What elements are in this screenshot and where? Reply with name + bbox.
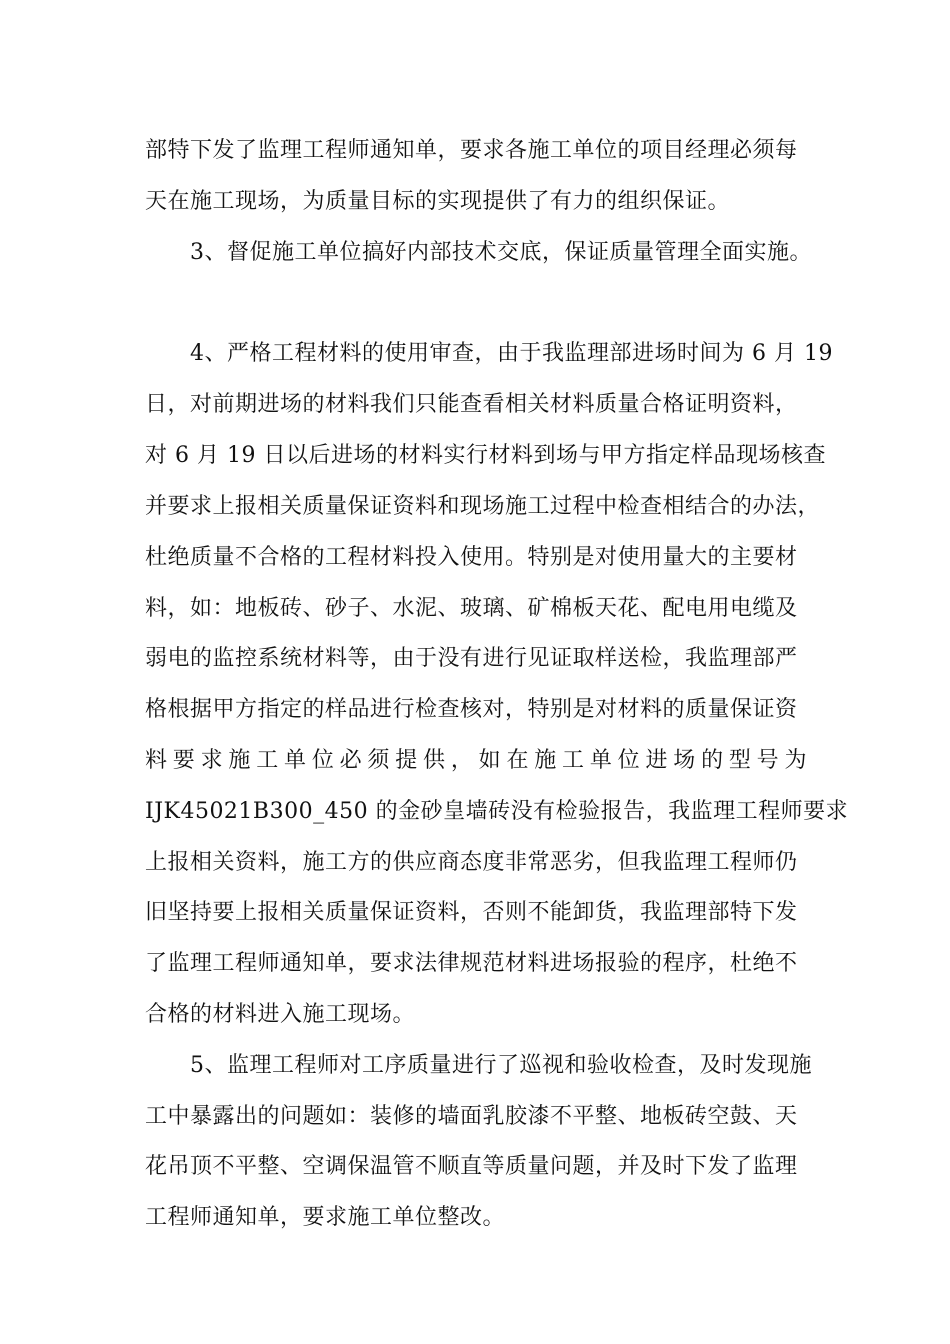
text-line: 旧坚持要上报相关质量保证资料，否则不能卸货，我监理部特下发 [145,900,798,925]
text-line: 了监理工程师通知单，要求法律规范材料进场报验的程序，杜绝不 [145,951,798,976]
text-line: 工程师通知单，要求施工单位整改。 [145,1205,506,1230]
text-line: 合格的材料进入施工现场。 [145,1002,416,1027]
text-line: 上报相关资料，施工方的供应商态度非常恶劣，但我监理工程师仍 [145,850,798,875]
text-line: 5、监理工程师对工序质量进行了巡视和验收检查，及时发现施 [190,1053,812,1078]
text-line: 杜绝质量不合格的工程材料投入使用。特别是对使用量大的主要材 [145,545,798,570]
text-line: 部特下发了监理工程师通知单，要求各施工单位的项目经理必须每 [145,138,798,163]
text-line: 料要求施工单位必须提供，如在施工单位进场的型号为 [145,748,807,773]
text-line: 花吊顶不平整、空调保温管不顺直等质量问题，并及时下发了监理 [145,1154,798,1179]
text-line: 弱电的监控系统材料等，由于没有进行见证取样送检，我监理部严 [145,646,798,671]
text-line: 并要求上报相关质量保证资料和现场施工过程中检查相结合的办法， [145,494,821,519]
text-line: IJK45021B300_450 的金砂皇墙砖没有检验报告，我监理工程师要求 [145,799,849,824]
text-line: 格根据甲方指定的样品进行检查核对，特别是对材料的质量保证资 [145,697,798,722]
text-line: 料，如：地板砖、砂子、水泥、玻璃、矿棉板天花、配电用电缆及 [145,596,798,621]
text-line: 工中暴露出的问题如：装修的墙面乳胶漆不平整、地板砖空鼓、天 [145,1104,798,1129]
text-line: 日，对前期进场的材料我们只能查看相关材料质量合格证明资料， [145,392,798,417]
text-line: 4、严格工程材料的使用审查，由于我监理部进场时间为 6 月 19 [190,341,833,366]
text-line: 对 6 月 19 日以后进场的材料实行材料到场与甲方指定样品现场核查 [145,443,826,468]
text-line: 3、督促施工单位搞好内部技术交底，保证质量管理全面实施。 [190,240,812,265]
text-line: 天在施工现场，为质量目标的实现提供了有力的组织保证。 [145,189,731,214]
